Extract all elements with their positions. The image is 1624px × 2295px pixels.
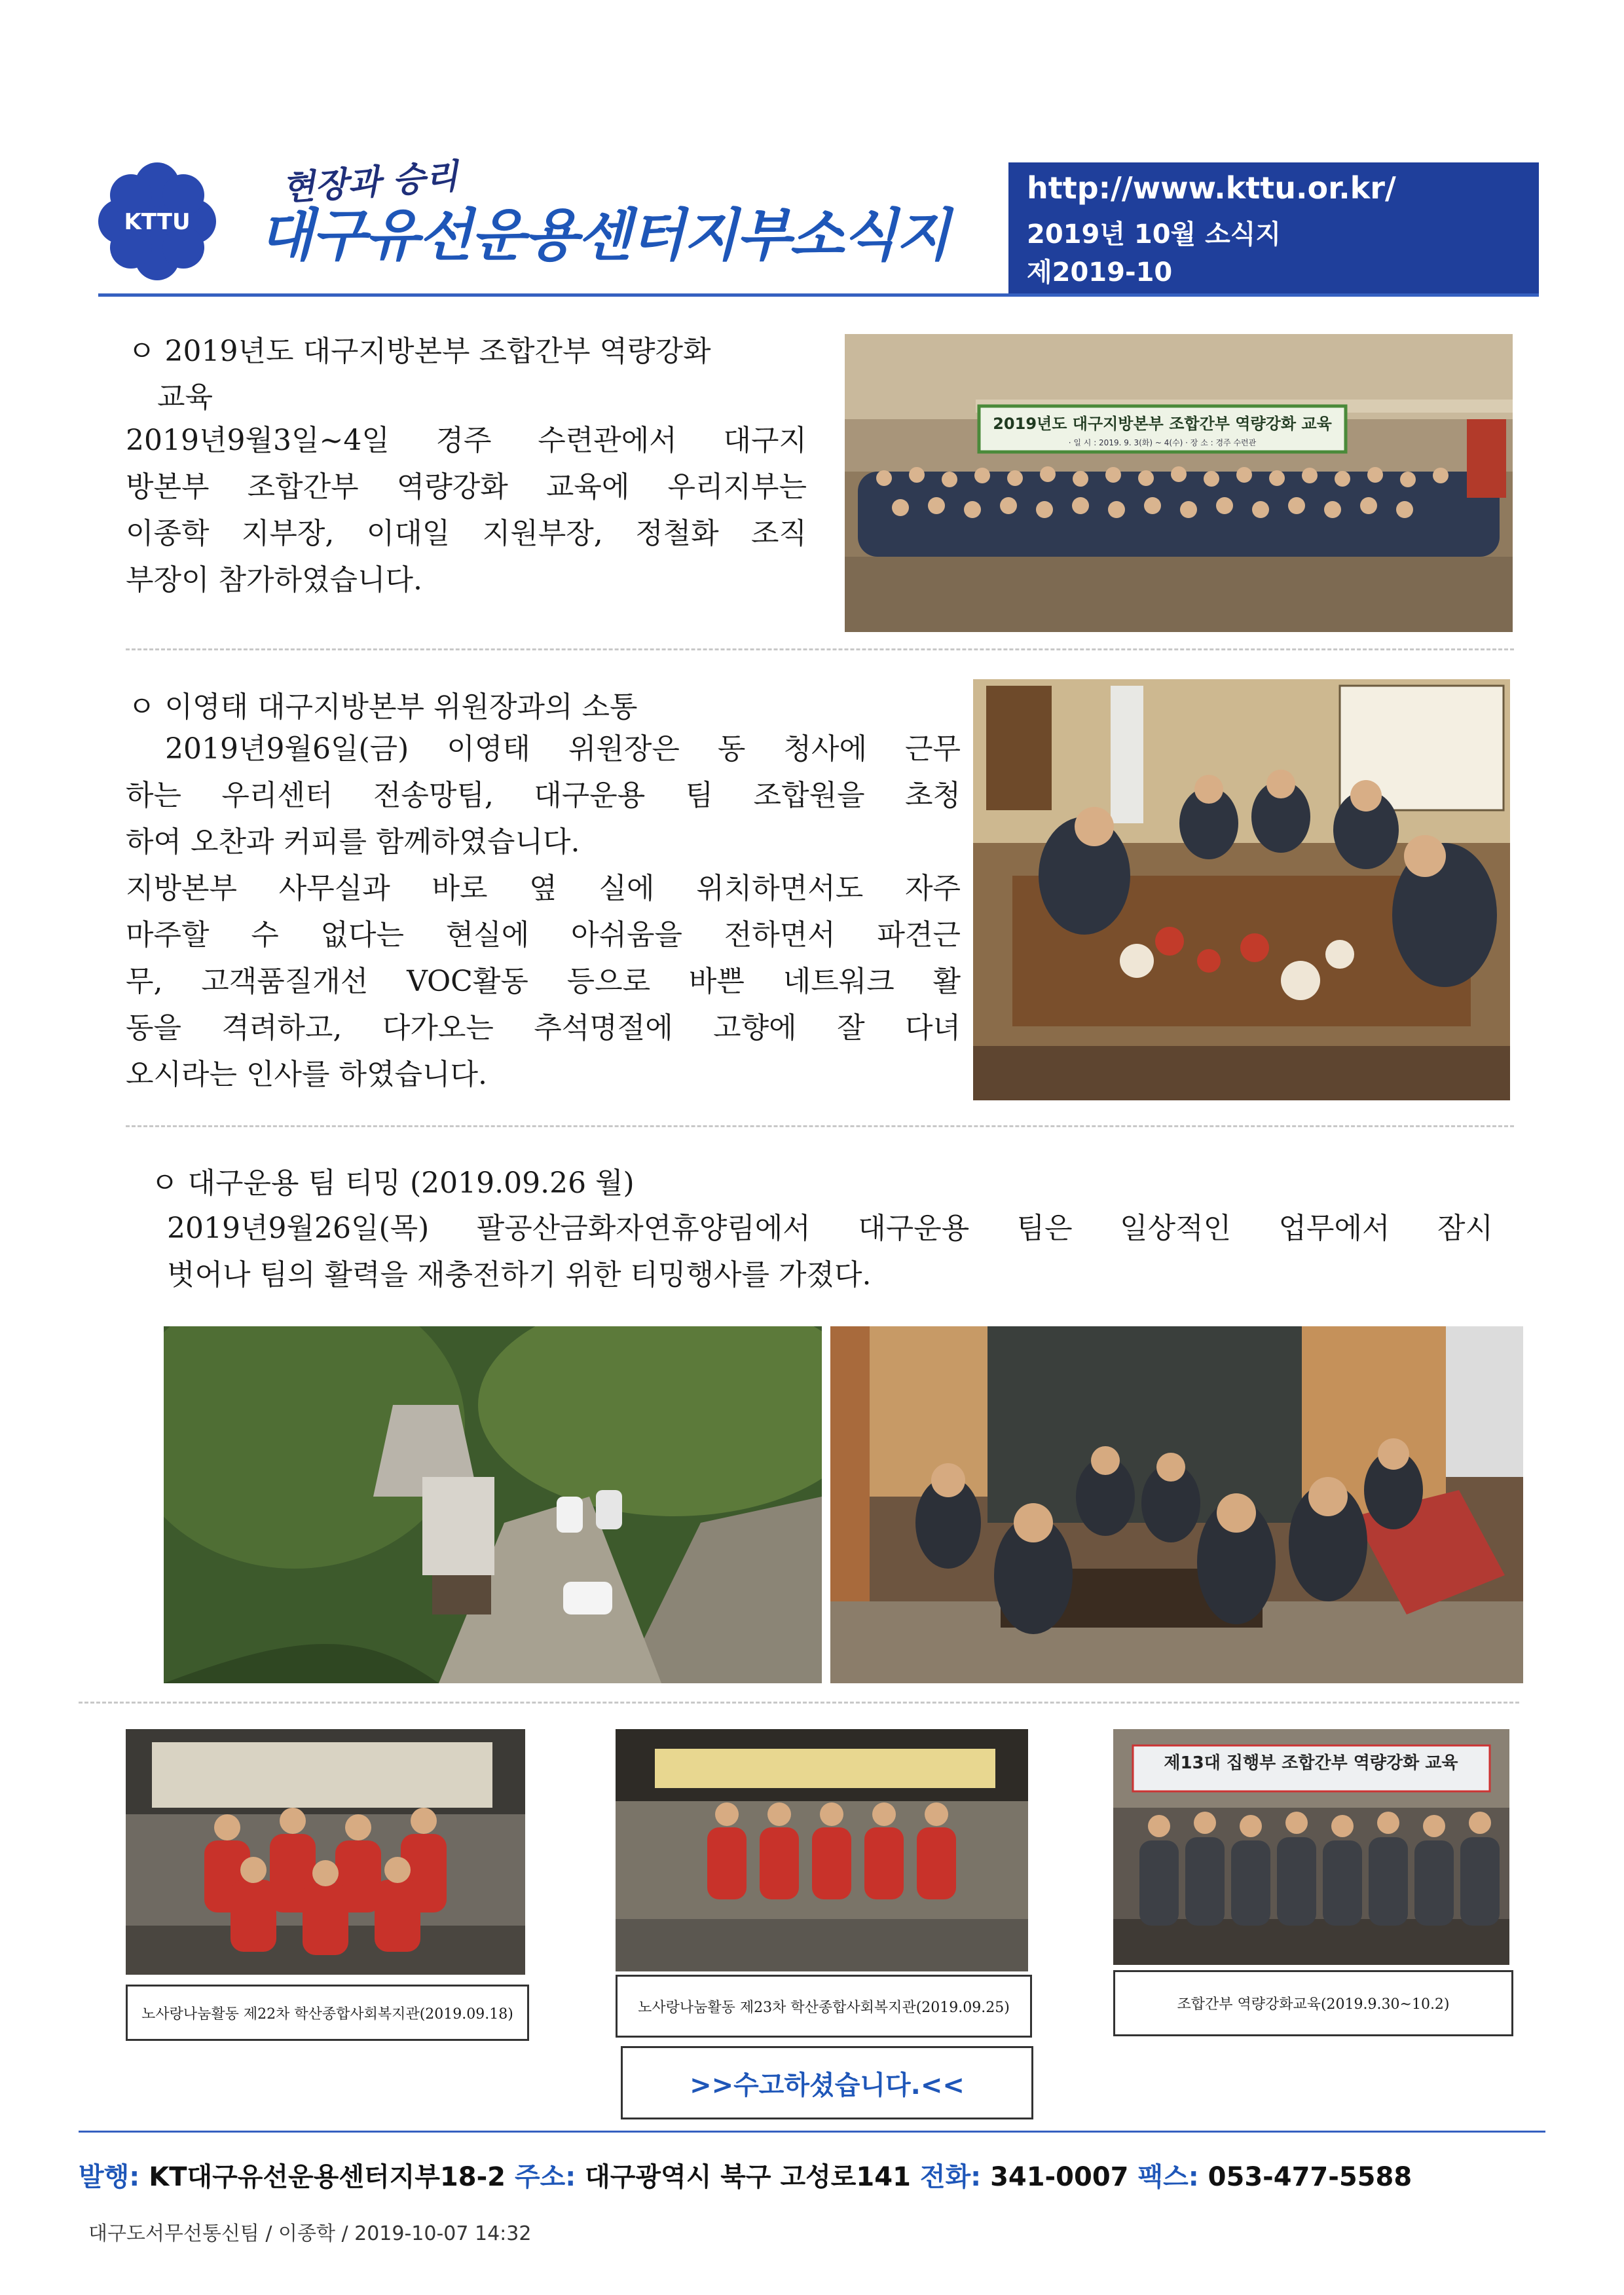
article3-heading: ㅇ 대구운용 팀 티밍 (2019.09.26 월): [151, 1166, 635, 1200]
article3-line: 벗어나 팀의 활력을 재충전하기 위한 티밍행사를 가졌다.: [167, 1258, 872, 1292]
publisher-label: 발행:: [79, 2162, 140, 2192]
article3-body: [167, 1205, 1493, 1298]
section-divider: [126, 648, 1514, 650]
publisher-name: KT대구유선운용센터지부18-2: [149, 2162, 506, 2192]
article2-line: 무, 고객품질개선 VOC활동 등으로 바쁜 네트워크 활: [126, 965, 961, 998]
article1-heading: ㅇ 2019년도 대구지방본부 조합간부 역량강화: [128, 335, 711, 368]
article1-group-photo: [845, 334, 1513, 632]
issue-label: 2019년 10월 소식지: [1027, 219, 1282, 250]
section-divider: [126, 1125, 1514, 1127]
volunteer-photo-22: [126, 1729, 525, 1975]
banner-subtext: · 일 시 : 2019. 9. 3(화) ~ 4(수) · 장 소 : 경주 수련관: [1068, 438, 1257, 447]
logo-text: KTTU: [124, 209, 191, 235]
aerial-photo: [164, 1326, 822, 1683]
article2-line: 지방본부 사무실과 바로 옆 실에 위치하면서도 자주: [126, 872, 961, 905]
header-info-box: [1008, 162, 1539, 293]
teambuilding-bbq-photo: [830, 1326, 1523, 1683]
slogan: 현장과 승리: [280, 157, 460, 209]
kttu-logo: [98, 162, 216, 280]
issue-number: 제2019-10: [1027, 257, 1173, 288]
article1-heading-cont: 교육: [157, 381, 213, 414]
article2-line: 마주할 수 없다는 현실에 아쉬움을 전하면서 파견근: [126, 918, 961, 952]
training-banner-text: 제13대 집행부 조합간부 역량강화 교육: [1164, 1753, 1458, 1773]
caption-leadership-training: 조합간부 역량강화교육(2019.9.30~10.2): [1113, 1970, 1513, 2036]
thanks-box: >>수고하셨습니다.<<: [621, 2046, 1033, 2119]
volunteer-photo-23: [616, 1729, 1028, 1971]
article2-line: 동을 격려하고, 다가오는 추석명절에 고향에 잘 다녀: [126, 1011, 961, 1045]
address-label: 주소:: [514, 2162, 576, 2192]
newsletter-title: 대구유선운용센터지부소식지: [259, 203, 949, 269]
fax-label: 팩스:: [1137, 2162, 1199, 2192]
fax-value: 053-477-5588: [1208, 2162, 1412, 2192]
article1-line: 2019년9월3일~4일 경주 수련관에서 대구지: [126, 424, 807, 457]
footer-rule: [79, 2131, 1545, 2133]
website-url[interactable]: http://www.kttu.or.kr/: [1027, 170, 1396, 206]
article2-heading: ㅇ 이영태 대구지방본부 위원장과의 소통: [128, 690, 638, 724]
section-divider: [79, 1702, 1519, 1704]
article1-line: 이종학 지부장, 이대일 지원부장, 정철화 조직: [126, 517, 807, 550]
leadership-training-photo: [1113, 1729, 1509, 1965]
article2-body: [126, 726, 961, 1098]
address-value: 대구광역시 북구 고성로141: [585, 2162, 911, 2192]
article3-line: 2019년9월26일(목) 팔공산금화자연휴양림에서 대구운용 팀은 일상적인 업무에서 잠시: [167, 1212, 1493, 1245]
article1-line: 방본부 조합간부 역량강화 교육에 우리지부는: [126, 470, 807, 504]
caption-volunteer-23: 노사랑나눔활동 제23차 학산종합사회복지관(2019.09.25): [616, 1975, 1032, 2038]
phone-value: 341-0007: [990, 2162, 1129, 2192]
article2-line: 하는 우리센터 전송망팀, 대구운용 팀 조합원을 초청: [126, 779, 961, 812]
article1-body: [126, 417, 807, 603]
article2-line: 오시라는 인사를 하였습니다.: [126, 1058, 488, 1091]
publisher-footer: [79, 2156, 1412, 2193]
fax-transmission-stamp: 대구도서무선통신팀 / 이종학 / 2019-10-07 14:32: [88, 2222, 532, 2245]
banner-text: 2019년도 대구지방본부 조합간부 역량강화 교육: [993, 415, 1332, 433]
article1-line: 부장이 참가하였습니다.: [126, 563, 423, 597]
article2-line: 하여 오찬과 커피를 함께하였습니다.: [126, 825, 580, 859]
article2-line: 2019년9월6일(금) 이영태 위원장은 동 청사에 근무: [165, 732, 961, 766]
caption-volunteer-22: 노사랑나눔활동 제22차 학산종합사회복지관(2019.09.18): [126, 1985, 529, 2041]
article2-lunch-photo: [973, 679, 1510, 1100]
phone-label: 전화:: [919, 2162, 982, 2192]
header-rule: [98, 293, 1539, 297]
